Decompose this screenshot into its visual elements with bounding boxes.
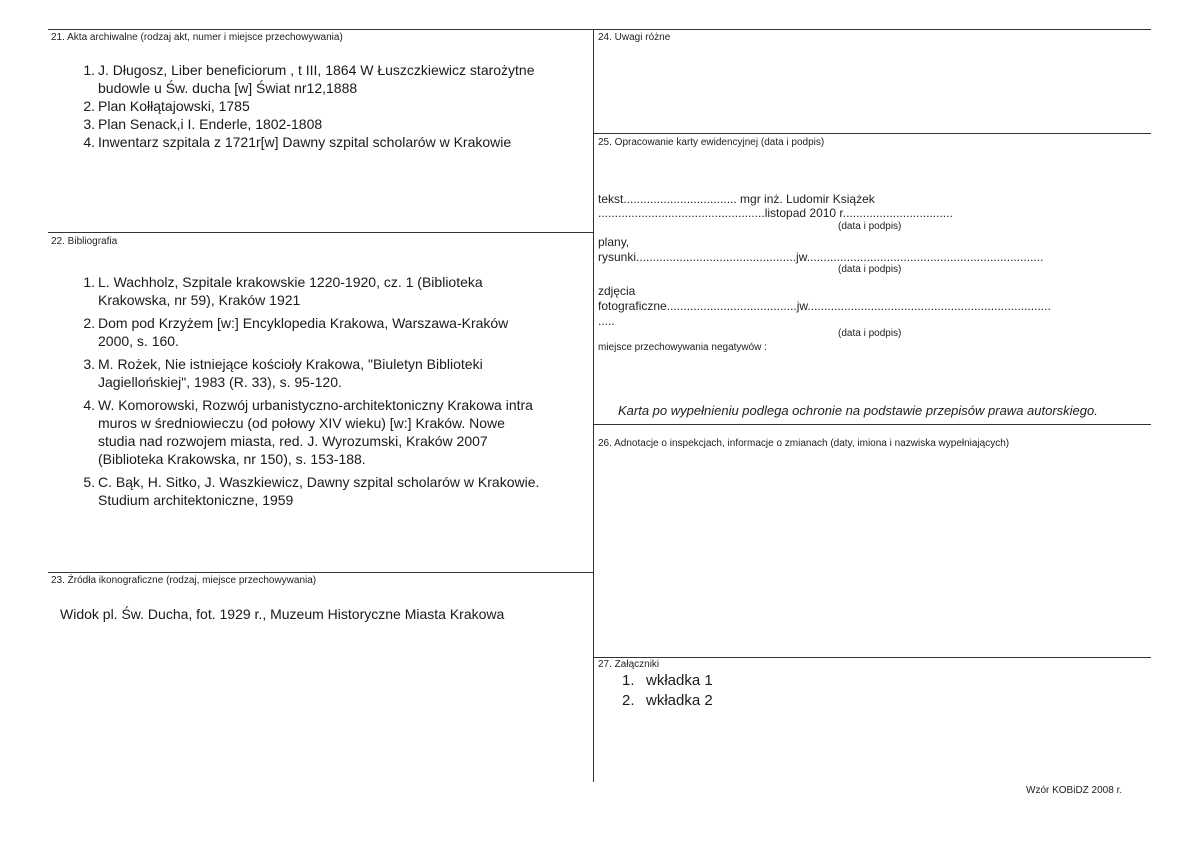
list-item bbox=[58, 473, 588, 509]
list-item-line: Dom pod Krzyżem [w:] Encyklopedia Krakowa, Warszawa-Kraków bbox=[98, 315, 509, 331]
list-item-line: Krakowska, nr 59), Kraków 1921 bbox=[98, 292, 301, 308]
negatives-location-label: miejsce przechowywania negatywów : bbox=[598, 342, 767, 353]
list-item-number: 2. bbox=[83, 315, 95, 331]
attachment-1-text: wkładka 1 bbox=[646, 672, 713, 689]
rule-22-23 bbox=[48, 572, 593, 573]
date-signature-caption-1: (data i podpis) bbox=[838, 221, 902, 232]
plans-label: plany, bbox=[598, 235, 630, 249]
list-item bbox=[58, 355, 588, 391]
drawings-line: rysunki................................................jw....................................................................... bbox=[598, 250, 1044, 264]
attachment-1-number: 1. bbox=[622, 672, 635, 689]
list-item-line: Plan Senack,i I. Enderle, 1802-1808 bbox=[98, 116, 323, 132]
list-item-line: (Biblioteka Krakowska, nr 150), s. 153-188. bbox=[98, 451, 366, 467]
photos-line: fotograficzne.......................................jw......................................................................... bbox=[598, 299, 1051, 313]
rule-24-25 bbox=[593, 133, 1151, 134]
list-item-line: C. Bąk, H. Sitko, J. Waszkiewicz, Dawny szpital scholarów w Krakowie. bbox=[98, 474, 540, 490]
text-author-line: tekst.................................. mgr inż. Ludomir Książek bbox=[598, 192, 875, 206]
text-date-line: ..................................................listopad 2010 r................................. bbox=[598, 206, 953, 220]
rule-26-27 bbox=[593, 657, 1151, 658]
attachment-2-text: wkładka 2 bbox=[646, 692, 713, 709]
section-24-label: 24. Uwagi różne bbox=[598, 32, 671, 43]
list-item-line: budowle u Św. ducha [w] Świat nr12,1888 bbox=[98, 80, 358, 96]
section-22-label: 22. Bibliografia bbox=[51, 236, 118, 247]
list-item-line: 2000, s. 160. bbox=[98, 333, 179, 349]
list-item-number: 1. bbox=[83, 62, 95, 78]
date-signature-caption-2: (data i podpis) bbox=[838, 264, 902, 275]
date-signature-caption-3: (data i podpis) bbox=[838, 328, 902, 339]
list-item-number: 3. bbox=[83, 116, 95, 132]
list-item bbox=[58, 115, 588, 133]
list-item-number: 4. bbox=[83, 397, 95, 413]
section-26-label: 26. Adnotacje o inspekcjach, informacje o zmianach (daty, imiona i nazwiska wypełniających) bbox=[598, 438, 1010, 449]
archive-records-list bbox=[58, 61, 588, 151]
copyright-note: Karta po wypełnieniu podlega ochronie na podstawie przepisów prawa autorskiego. bbox=[618, 403, 1098, 418]
center-rule bbox=[593, 29, 594, 782]
photos-dots: ..... bbox=[598, 314, 615, 328]
attachment-2-number: 2. bbox=[622, 692, 635, 709]
list-item-line: W. Komorowski, Rozwój urbanistyczno-architektoniczny Krakowa intra bbox=[98, 397, 533, 413]
section-25-label: 25. Opracowanie karty ewidencyjnej (data i podpis) bbox=[598, 137, 825, 148]
list-item-number: 1. bbox=[83, 274, 95, 290]
list-item-number: 4. bbox=[83, 134, 95, 150]
list-item-line: Inwentarz szpitala z 1721r[w] Dawny szpital scholarów w Krakowie bbox=[98, 134, 512, 150]
photos-label: zdjęcia bbox=[598, 284, 636, 298]
section-27-label: 27. Załączniki bbox=[598, 659, 660, 670]
list-item-line: Plan Kołłątajowski, 1785 bbox=[98, 98, 250, 114]
list-item-number: 2. bbox=[83, 98, 95, 114]
list-item-line: studia nad rozwojem miasta, red. J. Wyrozumski, Kraków 2007 bbox=[98, 433, 488, 449]
list-item bbox=[58, 61, 588, 97]
list-item-number: 3. bbox=[83, 356, 95, 372]
list-item-line: J. Długosz, Liber beneficiorum , t III, 1864 W Łuszczkiewicz starożytne bbox=[98, 62, 535, 78]
list-item bbox=[58, 273, 588, 309]
bibliography-list bbox=[58, 273, 588, 509]
section-21-label: 21. Akta archiwalne (rodzaj akt, numer i miejsce przechowywania) bbox=[51, 32, 343, 43]
list-item bbox=[58, 133, 588, 151]
list-item-line: M. Rożek, Nie istniejące kościoły Krakowa, "Biuletyn Biblioteki bbox=[98, 356, 483, 372]
list-item-line: Jagiellońskiej", 1983 (R. 33), s. 95-120. bbox=[98, 374, 342, 390]
list-item-line: Studium architektoniczne, 1959 bbox=[98, 492, 294, 508]
list-item-line: L. Wachholz, Szpitale krakowskie 1220-1920, cz. 1 (Biblioteka bbox=[98, 274, 483, 290]
list-item-line: muros w średniowieczu (od połowy XIV wieku) [w:] Kraków. Nowe bbox=[98, 415, 505, 431]
rule-21-22 bbox=[48, 232, 593, 233]
rule-25-26 bbox=[593, 424, 1151, 425]
iconographic-sources-text: Widok pl. Św. Ducha, fot. 1929 r., Muzeum Historyczne Miasta Krakowa bbox=[60, 606, 505, 622]
form-template-footer: Wzór KOBiDZ 2008 r. bbox=[1026, 785, 1123, 796]
list-item bbox=[58, 314, 588, 350]
list-item bbox=[58, 396, 588, 468]
top-rule bbox=[48, 29, 1151, 30]
list-item bbox=[58, 97, 588, 115]
section-23-label: 23. Źródła ikonograficzne (rodzaj, miejsce przechowywania) bbox=[51, 575, 317, 586]
list-item-number: 5. bbox=[83, 474, 95, 490]
